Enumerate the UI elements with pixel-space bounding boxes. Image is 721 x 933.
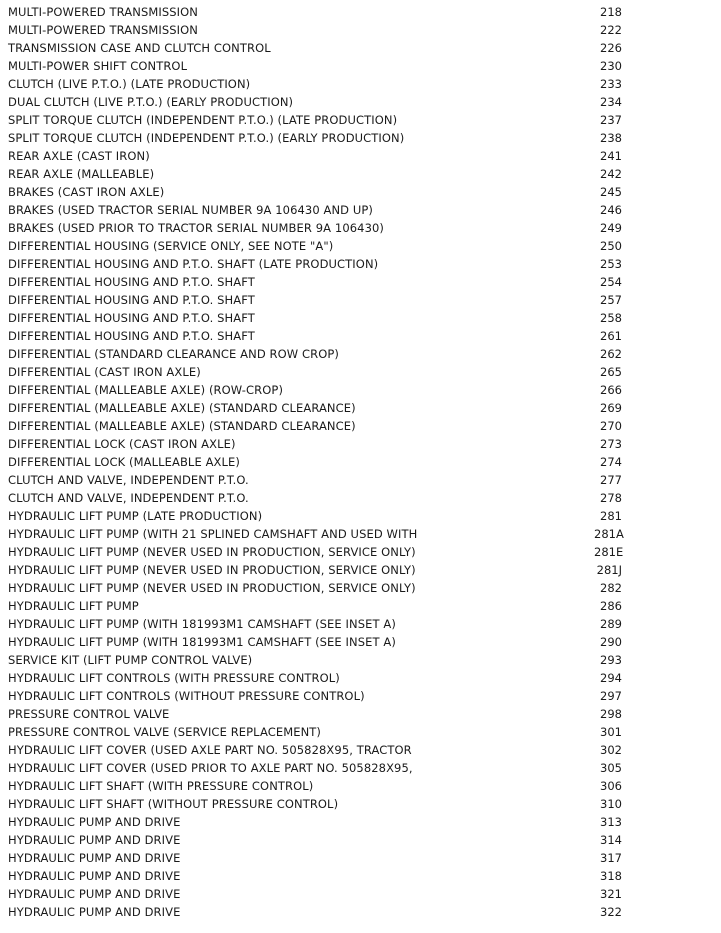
page-number: 282 [600, 581, 622, 595]
index-row[interactable] [0, 381, 721, 399]
page-number: 318 [600, 869, 622, 883]
page-number: 265 [600, 365, 622, 379]
index-row[interactable] [0, 21, 721, 39]
page-number: 302 [600, 743, 622, 757]
page-number: 241 [600, 149, 622, 163]
section-title: HYDRAULIC LIFT SHAFT (WITHOUT PRESSURE CONTROL) [8, 797, 339, 811]
section-title: HYDRAULIC LIFT CONTROLS (WITHOUT PRESSURE CONTROL) [8, 689, 365, 703]
page-number: 277 [600, 473, 622, 487]
index-row[interactable] [0, 759, 721, 777]
index-row[interactable] [0, 3, 721, 21]
index-row[interactable] [0, 687, 721, 705]
page-number: 293 [600, 653, 622, 667]
index-row[interactable] [0, 741, 721, 759]
section-title: CLUTCH AND VALVE, INDEPENDENT P.T.O. [8, 491, 249, 505]
section-title: DIFFERENTIAL (MALLEABLE AXLE) (ROW-CROP) [8, 383, 284, 397]
index-row[interactable] [0, 309, 721, 327]
page-number: 262 [600, 347, 622, 361]
section-title: HYDRAULIC LIFT COVER (USED PRIOR TO AXLE PART NO. 505828X95, [8, 761, 413, 775]
section-title: HYDRAULIC LIFT SHAFT (WITH PRESSURE CONTROL) [8, 779, 314, 793]
page-number: 253 [600, 257, 622, 271]
page-number: 294 [600, 671, 622, 685]
index-row[interactable] [0, 669, 721, 687]
page-number: 305 [600, 761, 622, 775]
index-row[interactable] [0, 237, 721, 255]
section-title: DIFFERENTIAL HOUSING AND P.T.O. SHAFT [8, 275, 255, 289]
index-row[interactable] [0, 363, 721, 381]
page-number: 273 [600, 437, 622, 451]
page-number: 321 [600, 887, 622, 901]
page-number: 278 [600, 491, 622, 505]
index-row[interactable] [0, 561, 721, 579]
section-title: HYDRAULIC LIFT PUMP (NEVER USED IN PRODUCTION, SERVICE ONLY) [8, 563, 416, 577]
index-row[interactable] [0, 165, 721, 183]
page-number: 245 [600, 185, 622, 199]
section-title: HYDRAULIC LIFT PUMP (WITH 21 SPLINED CAMSHAFT AND USED WITH [8, 527, 418, 541]
index-row[interactable] [0, 345, 721, 363]
index-row[interactable] [0, 75, 721, 93]
index-row[interactable] [0, 453, 721, 471]
index-row[interactable] [0, 435, 721, 453]
section-title: DIFFERENTIAL HOUSING AND P.T.O. SHAFT [8, 293, 255, 307]
section-title: BRAKES (CAST IRON AXLE) [8, 185, 165, 199]
index-row[interactable] [0, 399, 721, 417]
page-number: 250 [600, 239, 622, 253]
index-row[interactable] [0, 831, 721, 849]
section-title: HYDRAULIC LIFT PUMP [8, 599, 139, 613]
page-number: 258 [600, 311, 622, 325]
index-row[interactable] [0, 579, 721, 597]
index-row[interactable] [0, 633, 721, 651]
section-title: PRESSURE CONTROL VALVE [8, 707, 170, 721]
index-row[interactable] [0, 183, 721, 201]
section-title: REAR AXLE (CAST IRON) [8, 149, 150, 163]
page-number: 313 [600, 815, 622, 829]
index-row[interactable] [0, 489, 721, 507]
index-row[interactable] [0, 93, 721, 111]
index-row[interactable] [0, 111, 721, 129]
section-title: DIFFERENTIAL HOUSING AND P.T.O. SHAFT [8, 329, 255, 343]
page-number: 246 [600, 203, 622, 217]
section-title: HYDRAULIC PUMP AND DRIVE [8, 869, 181, 883]
parts-index-list [0, 3, 721, 921]
page-number: 290 [600, 635, 622, 649]
page-number: 298 [600, 707, 622, 721]
section-title: DIFFERENTIAL (MALLEABLE AXLE) (STANDARD CLEARANCE) [8, 419, 356, 433]
page-number: 230 [600, 59, 622, 73]
page-number: 226 [600, 41, 622, 55]
page-number: 237 [600, 113, 622, 127]
index-row[interactable] [0, 273, 721, 291]
page-number: 222 [600, 23, 622, 37]
page-number: 269 [600, 401, 622, 415]
page-number: 281E [594, 545, 624, 559]
page-number: 281J [596, 563, 622, 577]
page-number: 257 [600, 293, 622, 307]
section-title: MULTI-POWERED TRANSMISSION [8, 5, 198, 19]
section-title: MULTI-POWERED TRANSMISSION [8, 23, 198, 37]
section-title: HYDRAULIC LIFT PUMP (WITH 181993M1 CAMSHAFT (SEE INSET A) [8, 617, 396, 631]
page-number: 286 [600, 599, 622, 613]
index-row[interactable] [0, 471, 721, 489]
section-title: DIFFERENTIAL HOUSING AND P.T.O. SHAFT [8, 311, 255, 325]
page-number: 249 [600, 221, 622, 235]
section-title: MULTI-POWER SHIFT CONTROL [8, 59, 188, 73]
section-title: HYDRAULIC LIFT PUMP (LATE PRODUCTION) [8, 509, 263, 523]
section-title: SPLIT TORQUE CLUTCH (INDEPENDENT P.T.O.) (EARLY PRODUCTION) [8, 131, 405, 145]
page-number: 242 [600, 167, 622, 181]
section-title: REAR AXLE (MALLEABLE) [8, 167, 155, 181]
section-title: HYDRAULIC LIFT PUMP (WITH 181993M1 CAMSHAFT (SEE INSET A) [8, 635, 396, 649]
section-title: HYDRAULIC LIFT CONTROLS (WITH PRESSURE CONTROL) [8, 671, 340, 685]
section-title: CLUTCH AND VALVE, INDEPENDENT P.T.O. [8, 473, 249, 487]
page-number: 281A [594, 527, 624, 541]
index-row[interactable] [0, 777, 721, 795]
section-title: TRANSMISSION CASE AND CLUTCH CONTROL [8, 41, 271, 55]
index-row[interactable] [0, 723, 721, 741]
index-row[interactable] [0, 615, 721, 633]
section-title: HYDRAULIC PUMP AND DRIVE [8, 833, 181, 847]
section-title: DIFFERENTIAL (CAST IRON AXLE) [8, 365, 201, 379]
section-title: DIFFERENTIAL (STANDARD CLEARANCE AND ROW CROP) [8, 347, 340, 361]
section-title: BRAKES (USED TRACTOR SERIAL NUMBER 9A 106430 AND UP) [8, 203, 374, 217]
index-row[interactable] [0, 147, 721, 165]
index-row[interactable] [0, 201, 721, 219]
page-number: 306 [600, 779, 622, 793]
page-number: 218 [600, 5, 622, 19]
section-title: BRAKES (USED PRIOR TO TRACTOR SERIAL NUMBER 9A 106430) [8, 221, 384, 235]
page-number: 233 [600, 77, 622, 91]
section-title: HYDRAULIC PUMP AND DRIVE [8, 905, 181, 919]
section-title: DIFFERENTIAL HOUSING AND P.T.O. SHAFT (LATE PRODUCTION) [8, 257, 379, 271]
index-row[interactable] [0, 219, 721, 237]
section-title: DIFFERENTIAL LOCK (MALLEABLE AXLE) [8, 455, 240, 469]
page-number: 261 [600, 329, 622, 343]
page-number: 310 [600, 797, 622, 811]
section-title: HYDRAULIC PUMP AND DRIVE [8, 815, 181, 829]
section-title: DIFFERENTIAL HOUSING (SERVICE ONLY, SEE NOTE "A") [8, 239, 334, 253]
page-number: 270 [600, 419, 622, 433]
section-title: SPLIT TORQUE CLUTCH (INDEPENDENT P.T.O.) (LATE PRODUCTION) [8, 113, 398, 127]
page-number: 234 [600, 95, 622, 109]
section-title: DIFFERENTIAL (MALLEABLE AXLE) (STANDARD CLEARANCE) [8, 401, 356, 415]
page-number: 274 [600, 455, 622, 469]
index-row[interactable] [0, 57, 721, 75]
index-row[interactable] [0, 543, 721, 561]
section-title: DUAL CLUTCH (LIVE P.T.O.) (EARLY PRODUCTION) [8, 95, 294, 109]
page-number: 322 [600, 905, 622, 919]
page-number: 281 [600, 509, 622, 523]
index-row[interactable] [0, 39, 721, 57]
section-title: HYDRAULIC PUMP AND DRIVE [8, 851, 181, 865]
page-number: 314 [600, 833, 622, 847]
page-number: 289 [600, 617, 622, 631]
section-title: HYDRAULIC LIFT PUMP (NEVER USED IN PRODUCTION, SERVICE ONLY) [8, 581, 416, 595]
index-row[interactable] [0, 417, 721, 435]
page-number: 238 [600, 131, 622, 145]
section-title: SERVICE KIT (LIFT PUMP CONTROL VALVE) [8, 653, 253, 667]
index-row[interactable] [0, 525, 721, 543]
page-number: 301 [600, 725, 622, 739]
page-number: 297 [600, 689, 622, 703]
section-title: CLUTCH (LIVE P.T.O.) (LATE PRODUCTION) [8, 77, 251, 91]
section-title: PRESSURE CONTROL VALVE (SERVICE REPLACEMENT) [8, 725, 322, 739]
section-title: HYDRAULIC PUMP AND DRIVE [8, 887, 181, 901]
index-row[interactable] [0, 597, 721, 615]
index-row[interactable] [0, 651, 721, 669]
section-title: HYDRAULIC LIFT COVER (USED AXLE PART NO. 505828X95, TRACTOR [8, 743, 412, 757]
page-number: 317 [600, 851, 622, 865]
page-number: 254 [600, 275, 622, 289]
index-row[interactable] [0, 849, 721, 867]
section-title: DIFFERENTIAL LOCK (CAST IRON AXLE) [8, 437, 236, 451]
index-row[interactable] [0, 705, 721, 723]
index-row[interactable] [0, 255, 721, 273]
section-title: HYDRAULIC LIFT PUMP (NEVER USED IN PRODUCTION, SERVICE ONLY) [8, 545, 416, 559]
page-number: 266 [600, 383, 622, 397]
index-row[interactable] [0, 885, 721, 903]
index-row[interactable] [0, 867, 721, 885]
index-row[interactable] [0, 129, 721, 147]
index-row[interactable] [0, 813, 721, 831]
index-row[interactable] [0, 291, 721, 309]
index-row[interactable] [0, 507, 721, 525]
index-row[interactable] [0, 795, 721, 813]
index-row[interactable] [0, 327, 721, 345]
index-row[interactable] [0, 903, 721, 921]
